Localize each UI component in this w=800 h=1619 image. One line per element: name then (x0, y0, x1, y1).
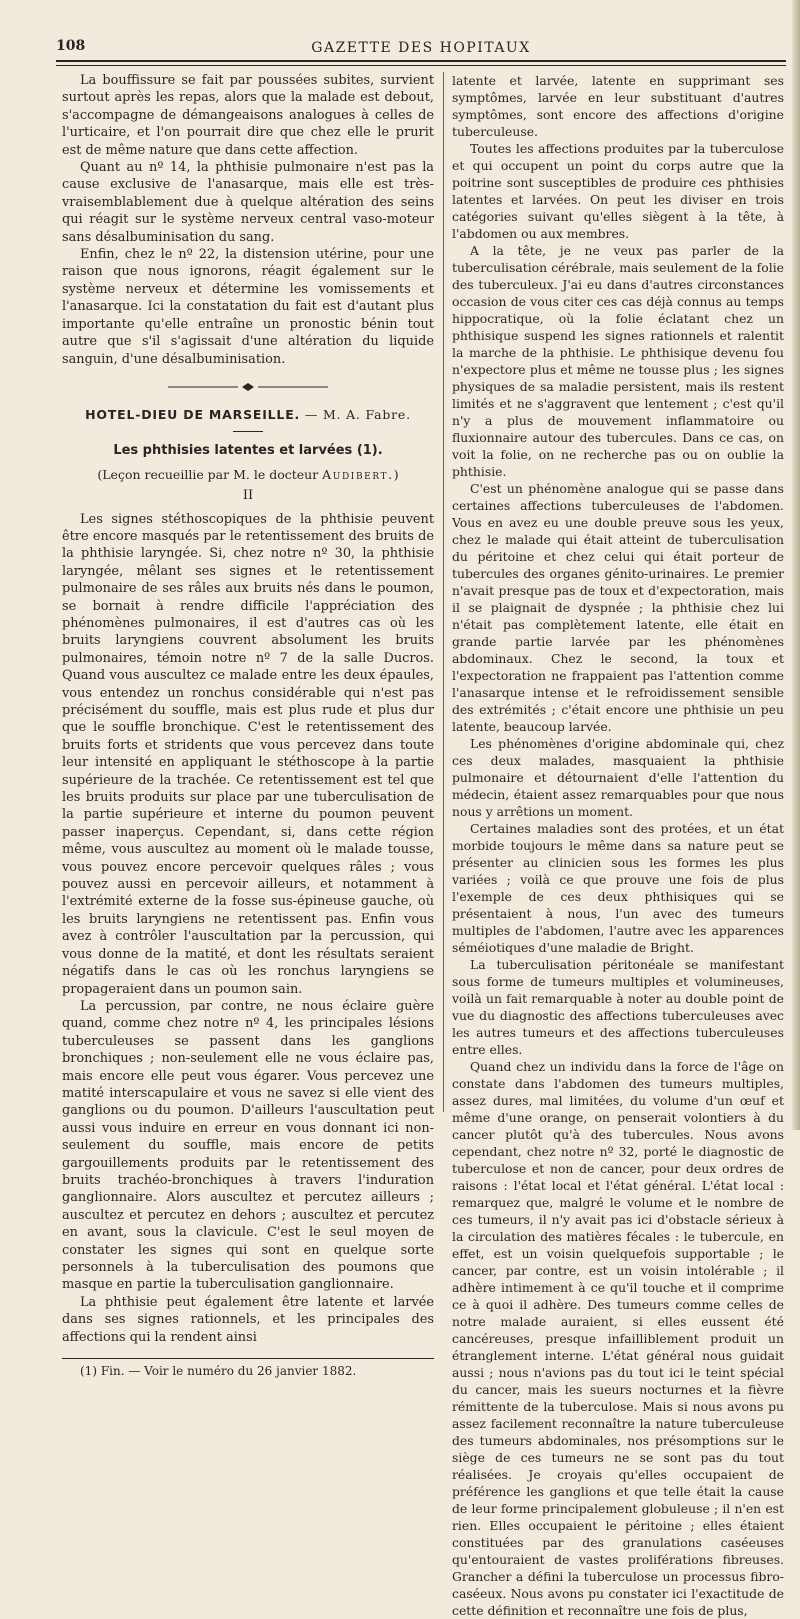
header-rule-thick (56, 60, 786, 62)
article-title: Les phthisies latentes et larvées (1). (113, 443, 383, 459)
header-rule-thin (56, 65, 786, 66)
paragraph: C'est un phénomène analogue qui se passe dans certaines affections tuberculeuses de l'abdomen. Vous en avez eu une double preuve sous les yeux, chez le malade qui était atteint de tuberculisation du péritoine et chez celui qui était porteur de tubercules des organes génito-urinaires. Le premier n'avait presque pas de toux et d'expectoration, mais il se plaignait de dyspnée ; la phthisie chez lui n'était pas complètement latente, elle était en grande partie larvée par les phénomènes abdominaux. Chez le second, la toux et l'expectoration ne frappaient pas l'attention comme l'anasarque intense et le refroidissement sensible des extrémités ; c'était encore une phthisie un peu latente, beaucoup larvée. (452, 481, 784, 734)
ornament-icon (168, 382, 328, 392)
paragraph: La percussion, par contre, ne nous éclaire guère quand, comme chez notre nº 4, les principales lésions tuberculeuses se passent dans les ganglions bronchiques ; non-seulement elle ne vous éclaire pas, mais encore elle peut vous égarer. Vous percevez une matité interscapulaire et vous ne savez si elle vient des ganglions ou du poumon. D'ailleurs l'auscultation peut aussi vous induire en erreur en vous donnant ici non-seulement du souffle, mais encore de petits gargouillements produits par le retentissement des bruits trachéo-bronchiques à travers l'induration ganglionnaire. Alors auscultez et percutez ailleurs ; auscultez et percutez en dehors ; auscultez et percutez en avant, sous la clavicule. C'est le seul moyen de constater les signes qui sont en quelque sorte personnels à la tuberculisation des poumons que masque en partie la tuberculisation ganglionnaire. (62, 998, 434, 1293)
left-column (62, 72, 434, 1380)
footnote-rule (62, 1358, 434, 1359)
page-edge-shadow (792, 0, 800, 1130)
paragraph: La phthisie peut également être latente et larvée dans ses signes rationnels, et les principales des affections qui la rendent ainsi (62, 1294, 434, 1345)
paragraph: La tuberculisation péritonéale se manifestant sous forme de tumeurs multiples et volumineuses, voilà un fait remarquable à noter au double point de vue du diagnostic des affections tuberculeuses avec les autres tumeurs et des affections tuberculeuses entre elles. (452, 957, 784, 1057)
right-column (452, 72, 784, 1619)
hospital-author: — M. A. Fabre. (300, 406, 411, 422)
paragraph: Les signes stéthoscopiques de la phthisie peuvent être encore masqués par le retentissement des bruits de la phthisie laryngée. Si, chez notre nº 30, la phthisie laryngée, mêlant ses signes et le retentissement pulmonaire de ses râles aux bruits nés dans le poumon, se bornait à rendre difficile l'appréciation des phénomènes pulmonaires, il est d'autres cas où les bruits laryngiens couvrent absolument les bruits pulmonaires, témoin notre nº 7 de la salle Ducros. Quand vous auscultez ce malade entre les deux épaules, vous entendez un ronchus considérable qui n'est pas précisément du souffle, mais est plus rude et plus dur que le souffle bronchique. C'est le retentissement des bruits forts et stridents que vous percevez dans toute leur intensité en appliquant le stéthoscope à la partie supérieure de la trachée. Ce retentissement est tel que les bruits produits sur place par une tuberculisation de la partie supérieure et interne du poumon peuvent passer inaperçus. Cependant, si, dans cette région même, vous auscultez au moment où le malade tousse, vous pouvez encore percevoir quelques râles ; vous pouvez aussi en percevoir ailleurs, et notamment à l'extrémité externe de la fosse sus-épineuse gauche, où les bruits laryngiens ne retentissent pas. Enfin vous avez à contrôler l'auscultation par la percussion, qui vous donne de la matité, et dont les résultats seraient négatifs dans le cas où les ronchus laryngiens se propageraient dans un poumon sain. (62, 511, 434, 997)
page-header (56, 38, 786, 60)
heading-rule (233, 431, 263, 432)
lecture-prefix: (Leçon recueillie par M. le docteur (97, 466, 323, 482)
paragraph: Certaines maladies sont des protées, et un état morbide toujours le même dans sa nature peut se présenter au clinicien sous les formes les plus variées ; voilà ce que prouve une fois de plus l'exemple de ces deux phthisiques qui se présentaient à nous, l'un avec des tumeurs multiples de l'abdomen, l'autre avec les apparences séméiotiques d'une maladie de Bright. (452, 821, 784, 955)
paragraph: La bouffissure se fait par poussées subites, survient surtout après les repas, alors que la malade est debout, s'accompagne de démangeaisons analogues à celles de l'urticaire, et l'on pourrait dire que chez elle le prurit est de même nature que dans cette affection. (62, 73, 434, 158)
paragraph: Enfin, chez le nº 22, la distension utérine, pour une raison que nous ignorons, réagit également sur le système nerveux et détermine les vomissements et l'anasarque. Ici la constatation du fait est d'autant plus importante qu'elle entraîne un pronostic bénin tout autre que s'il s'agissait d'une altération du liquide sanguin, d'une désalbuminisation. (62, 247, 434, 367)
column-divider (443, 72, 444, 1112)
paragraph: Quant au nº 14, la phthisie pulmonaire n'est pas la cause exclusive de l'anasarque, mais elle est très-vraisemblablement due à quelque altération des seins qui réagit sur le système nerveux central vaso-moteur sans désalbuminisation du sang. (62, 160, 434, 245)
section-number: II (242, 488, 254, 504)
lecture-doctor-name: Audibert. (322, 466, 394, 482)
footnote: (1) Fin. — Voir le numéro du 26 janvier 1882. (80, 1364, 357, 1379)
hospital-name: HOTEL-DIEU DE MARSEILLE. (85, 406, 301, 422)
hospital-heading (62, 406, 434, 423)
paragraph: Quand chez un individu dans la force de l'âge on constate dans l'abdomen des tumeurs multiples, assez dures, mal limitées, du volume d'un œuf et même d'une orange, on penserait volontiers à du cancer plutôt qu'à des tubercules. Nous avons cependant, chez notre nº 32, porté le diagnostic de tuberculose et non de cancer, pour deux ordres de raisons : l'état local et l'état général. L'état local : remarquez que, malgré le volume et le nombre de ces tumeurs, il n'y avait pas ici d'obstacle sérieux à la circulation des matières fécales : le tubercule, en effet, est un voisin quelquefois supportable ; le cancer, par contre, est un voisin intolérable ; il adhère intimement à ce qu'il touche et il comprime ce à quoi il adhère. Des tumeurs comme celles de notre malade auraient, si elles eussent été cancéreuses, presque infailliblement produit un étranglement interne. L'état général nous guidait aussi ; nous n'avions pas du tout ici le teint spécial du cancer, mais les sueurs nocturnes et la fièvre rémittente de la tuberculose. Mais si nous avons pu assez facilement reconnaître la nature tuberculeuse des tumeurs abdominales, nos présomptions sur le siège de ces tumeurs ne se sont pas du tout réalisées. Je croyais qu'elles occupaient de préférence les ganglions et que telle était la cause de leur forme principalement globuleuse ; il n'en est rien. Elles occupaient le péritoine ; elles étaient constituées par des granulations caséeuses qu'entouraient de vastes proliférations fibreuses. Grancher a défini la tuberculose un processus fibro-caséeux. Nous avons pu constater ici l'exactitude de cette définition et reconnaître une fois de plus, (452, 1059, 784, 1618)
lecture-note (62, 466, 434, 483)
paragraph: Toutes les affections produites par la tuberculose et qui occupent un point du corps autre que la poitrine sont susceptibles de produire ces phthisies latentes et larvées. On peut les diviser en trois catégories suivant qu'elles siègent à la tête, à l'abdomen ou aux membres. (452, 141, 784, 241)
lecture-suffix: ) (393, 466, 399, 482)
paragraph: Les phénomènes d'origine abdominale qui, chez ces deux malades, masquaient la phthisie pulmonaire et détournaient d'elle l'attention du médecin, étaient assez remarquables pour que nous nous y arrêtions un moment. (452, 736, 784, 819)
page-number: 108 (56, 38, 86, 54)
running-title: GAZETTE DES HOPITAUX (311, 40, 531, 56)
paragraph: latente et larvée, latente en supprimant ses symptômes, larvée en leur substituant d'autres symptômes, sont encore des affections d'origine tuberculeuse. (452, 73, 784, 139)
paragraph: A la tête, je ne veux pas parler de la tuberculisation cérébrale, mais seulement de la folie des tuberculeux. J'ai eu dans d'autres circonstances occasion de vous citer ces cas déjà connus au temps hippocratique, où la folie éclatant chez un phthisique suspend les signes rationnels et ralentit la marche de la phthisie. Le phthisique devenu fou n'expectore plus et même ne tousse plus ; les signes physiques de sa maladie persistent, mais ils restent limités et ne s'aggravent que lentement ; c'est qu'il n'y a plus de mouvement inflammatoire ou fluxionnaire autour des tubercules. Dans ce cas, on voit la folie, on ne recherche pas ou on oublie la phthisie. (452, 243, 784, 479)
section-ornament (62, 380, 434, 390)
